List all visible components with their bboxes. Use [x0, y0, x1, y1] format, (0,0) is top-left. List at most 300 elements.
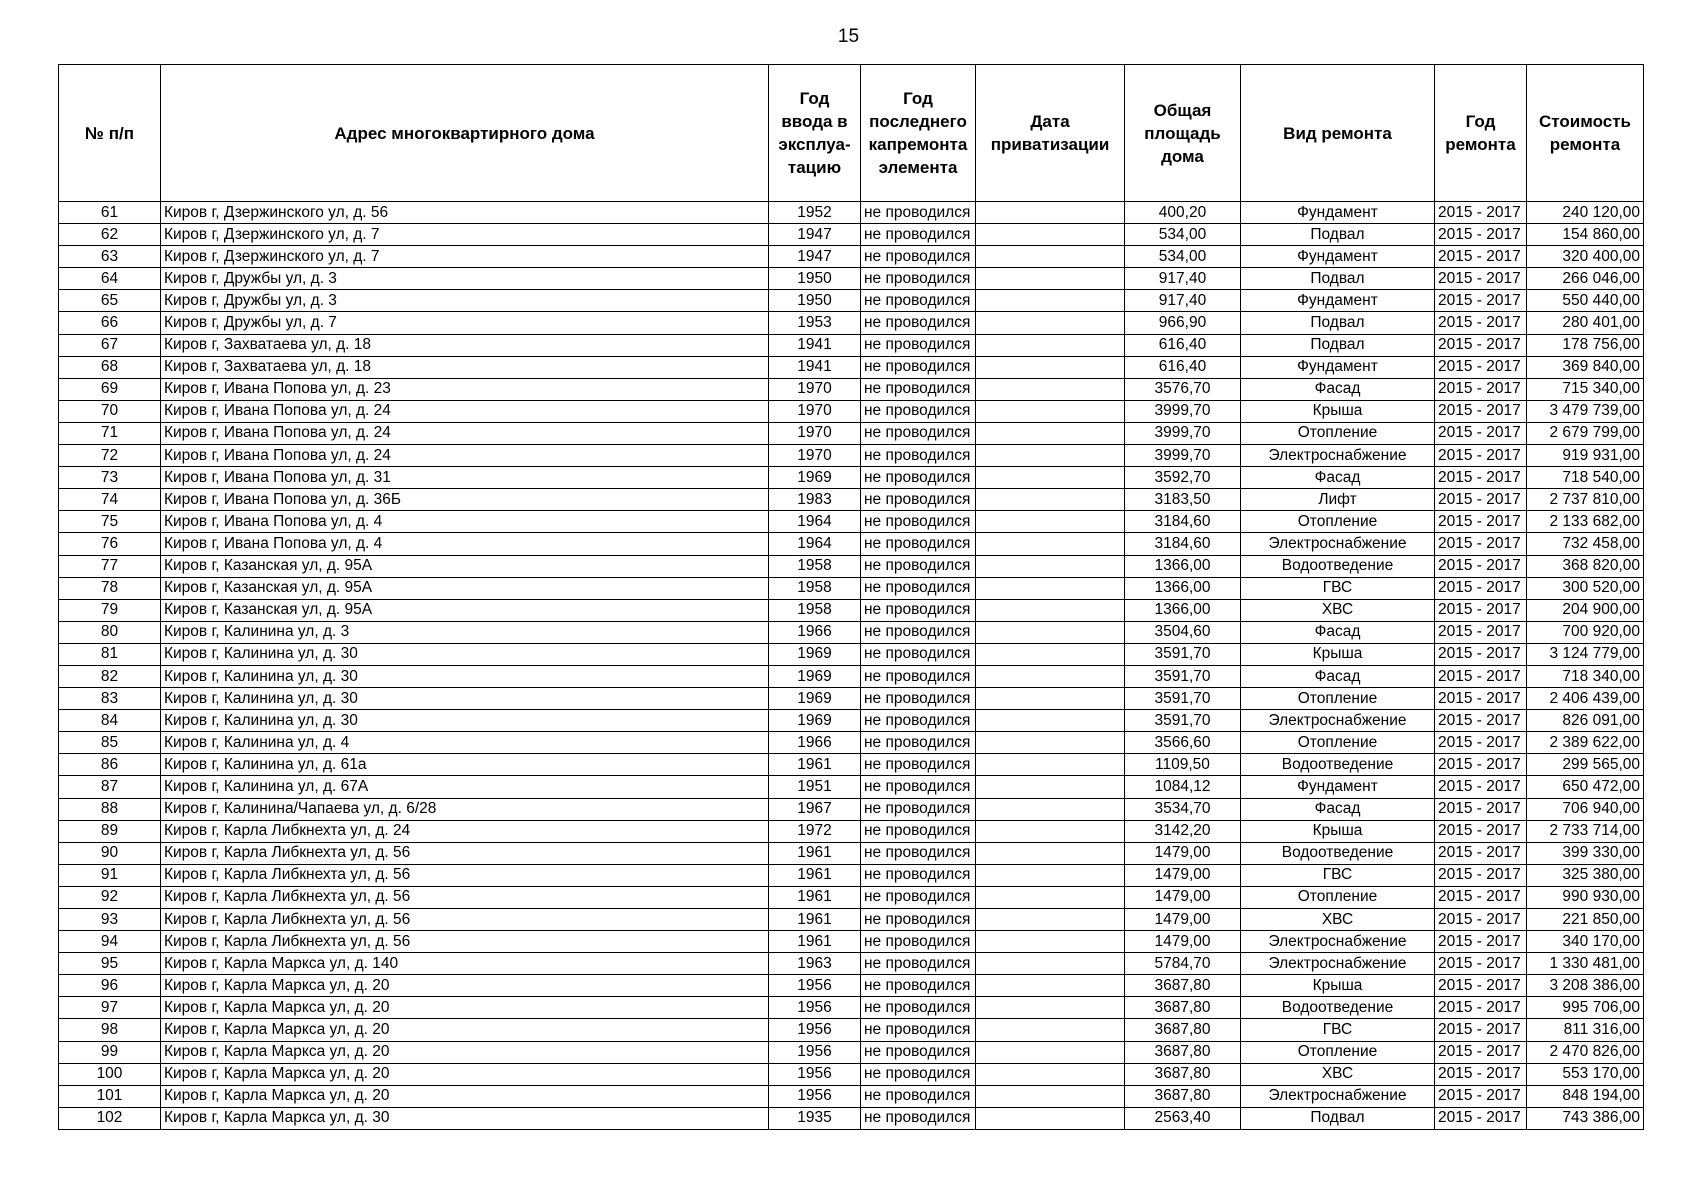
cell-area: 534,00 [1125, 246, 1241, 268]
table-row [59, 1041, 1644, 1063]
cell-repair-type: Водоотведение [1241, 754, 1435, 776]
header-area: Общая площадь дома [1125, 65, 1241, 202]
table-row [59, 864, 1644, 886]
cell-last-repair: не проводился [861, 268, 976, 290]
cell-num: 71 [59, 422, 161, 444]
table-row [59, 975, 1644, 997]
cell-cost: 718 540,00 [1527, 467, 1644, 489]
cell-repair-year: 2015 - 2017 [1435, 997, 1527, 1019]
cell-last-repair: не проводился [861, 312, 976, 334]
cell-last-repair: не проводился [861, 997, 976, 1019]
cell-num: 97 [59, 997, 161, 1019]
cell-repair-year: 2015 - 2017 [1435, 422, 1527, 444]
cell-area: 3999,70 [1125, 445, 1241, 467]
cell-privatization [976, 1019, 1125, 1041]
cell-last-repair: не проводился [861, 798, 976, 820]
table-row [59, 776, 1644, 798]
cell-repair-type: Фасад [1241, 467, 1435, 489]
table-row [59, 909, 1644, 931]
cell-repair-type: Водоотведение [1241, 997, 1435, 1019]
cell-last-repair: не проводился [861, 754, 976, 776]
cell-cost: 178 756,00 [1527, 334, 1644, 356]
cell-area: 3687,80 [1125, 1041, 1241, 1063]
cell-repair-type: Фундамент [1241, 356, 1435, 378]
cell-num: 76 [59, 533, 161, 555]
cell-year-built: 1956 [769, 1085, 861, 1107]
cell-year-built: 1966 [769, 621, 861, 643]
cell-year-built: 1953 [769, 312, 861, 334]
cell-privatization [976, 1041, 1125, 1063]
cell-cost: 3 208 386,00 [1527, 975, 1644, 997]
cell-last-repair: не проводился [861, 1019, 976, 1041]
table-row [59, 665, 1644, 687]
table-row [59, 577, 1644, 599]
cell-repair-year: 2015 - 2017 [1435, 975, 1527, 997]
cell-cost: 919 931,00 [1527, 445, 1644, 467]
cell-privatization [976, 400, 1125, 422]
cell-cost: 299 565,00 [1527, 754, 1644, 776]
cell-repair-year: 2015 - 2017 [1435, 312, 1527, 334]
cell-area: 1366,00 [1125, 599, 1241, 621]
cell-area: 3183,50 [1125, 489, 1241, 511]
table-row [59, 445, 1644, 467]
cell-address: Киров г, Дзержинского ул, д. 7 [161, 246, 769, 268]
table-row [59, 1063, 1644, 1085]
cell-privatization [976, 621, 1125, 643]
cell-num: 65 [59, 290, 161, 312]
cell-address: Киров г, Казанская ул, д. 95А [161, 577, 769, 599]
table-row [59, 886, 1644, 908]
cell-repair-type: Электроснабжение [1241, 953, 1435, 975]
cell-cost: 990 930,00 [1527, 886, 1644, 908]
table-row [59, 710, 1644, 732]
cell-last-repair: не проводился [861, 246, 976, 268]
cell-address: Киров г, Казанская ул, д. 95А [161, 555, 769, 577]
cell-repair-year: 2015 - 2017 [1435, 688, 1527, 710]
table-row [59, 820, 1644, 842]
cell-address: Киров г, Карла Маркса ул, д. 20 [161, 1063, 769, 1085]
cell-address: Киров г, Захватаева ул, д. 18 [161, 356, 769, 378]
cell-repair-year: 2015 - 2017 [1435, 1107, 1527, 1129]
cell-repair-year: 2015 - 2017 [1435, 334, 1527, 356]
cell-area: 3999,70 [1125, 422, 1241, 444]
cell-num: 88 [59, 798, 161, 820]
cell-privatization [976, 334, 1125, 356]
cell-address: Киров г, Дружбы ул, д. 3 [161, 268, 769, 290]
cell-last-repair: не проводился [861, 577, 976, 599]
cell-cost: 811 316,00 [1527, 1019, 1644, 1041]
cell-repair-type: ГВС [1241, 1019, 1435, 1041]
table-row [59, 246, 1644, 268]
cell-repair-year: 2015 - 2017 [1435, 400, 1527, 422]
cell-cost: 369 840,00 [1527, 356, 1644, 378]
cell-repair-year: 2015 - 2017 [1435, 665, 1527, 687]
cell-last-repair: не проводился [861, 820, 976, 842]
cell-year-built: 1961 [769, 909, 861, 931]
table-row [59, 312, 1644, 334]
cell-last-repair: не проводился [861, 931, 976, 953]
cell-area: 3687,80 [1125, 1085, 1241, 1107]
cell-last-repair: не проводился [861, 467, 976, 489]
cell-area: 1366,00 [1125, 555, 1241, 577]
cell-privatization [976, 268, 1125, 290]
cell-repair-type: Отопление [1241, 732, 1435, 754]
cell-cost: 2 406 439,00 [1527, 688, 1644, 710]
cell-address: Киров г, Калинина ул, д. 4 [161, 732, 769, 754]
cell-num: 67 [59, 334, 161, 356]
cell-num: 87 [59, 776, 161, 798]
cell-privatization [976, 555, 1125, 577]
cell-address: Киров г, Калинина ул, д. 3 [161, 621, 769, 643]
cell-last-repair: не проводился [861, 445, 976, 467]
cell-year-built: 1967 [769, 798, 861, 820]
cell-privatization [976, 820, 1125, 842]
header-year-built: Год ввода в эксплуа-тацию [769, 65, 861, 202]
cell-year-built: 1969 [769, 467, 861, 489]
cell-area: 3576,70 [1125, 378, 1241, 400]
cell-cost: 848 194,00 [1527, 1085, 1644, 1107]
cell-num: 72 [59, 445, 161, 467]
cell-area: 1479,00 [1125, 886, 1241, 908]
cell-num: 64 [59, 268, 161, 290]
cell-address: Киров г, Ивана Попова ул, д. 4 [161, 533, 769, 555]
cell-repair-type: ХВС [1241, 1063, 1435, 1085]
cell-area: 3999,70 [1125, 400, 1241, 422]
cell-privatization [976, 224, 1125, 246]
cell-repair-year: 2015 - 2017 [1435, 931, 1527, 953]
cell-cost: 2 389 622,00 [1527, 732, 1644, 754]
cell-area: 3592,70 [1125, 467, 1241, 489]
cell-year-built: 1956 [769, 997, 861, 1019]
cell-last-repair: не проводился [861, 665, 976, 687]
table-row [59, 798, 1644, 820]
cell-address: Киров г, Карла Либкнехта ул, д. 56 [161, 909, 769, 931]
cell-year-built: 1970 [769, 422, 861, 444]
cell-repair-year: 2015 - 2017 [1435, 798, 1527, 820]
cell-year-built: 1961 [769, 842, 861, 864]
cell-repair-year: 2015 - 2017 [1435, 776, 1527, 798]
cell-address: Киров г, Дзержинского ул, д. 56 [161, 202, 769, 224]
table-row [59, 953, 1644, 975]
cell-area: 2563,40 [1125, 1107, 1241, 1129]
cell-repair-year: 2015 - 2017 [1435, 754, 1527, 776]
header-address: Адрес многоквартирного дома [161, 65, 769, 202]
cell-last-repair: не проводился [861, 290, 976, 312]
cell-privatization [976, 665, 1125, 687]
cell-area: 3591,70 [1125, 688, 1241, 710]
cell-address: Киров г, Ивана Попова ул, д. 36Б [161, 489, 769, 511]
cell-year-built: 1969 [769, 665, 861, 687]
table-row [59, 467, 1644, 489]
cell-cost: 732 458,00 [1527, 533, 1644, 555]
cell-address: Киров г, Карла Маркса ул, д. 20 [161, 1019, 769, 1041]
cell-privatization [976, 489, 1125, 511]
cell-repair-type: Отопление [1241, 886, 1435, 908]
cell-area: 3687,80 [1125, 1063, 1241, 1085]
cell-privatization [976, 1107, 1125, 1129]
cell-address: Киров г, Карла Либкнехта ул, д. 24 [161, 820, 769, 842]
cell-num: 90 [59, 842, 161, 864]
cell-repair-type: Электроснабжение [1241, 533, 1435, 555]
cell-repair-year: 2015 - 2017 [1435, 577, 1527, 599]
cell-cost: 368 820,00 [1527, 555, 1644, 577]
cell-num: 61 [59, 202, 161, 224]
cell-area: 917,40 [1125, 290, 1241, 312]
cell-year-built: 1972 [769, 820, 861, 842]
cell-last-repair: не проводился [861, 334, 976, 356]
cell-year-built: 1970 [769, 378, 861, 400]
table-row [59, 422, 1644, 444]
table-row [59, 599, 1644, 621]
cell-repair-year: 2015 - 2017 [1435, 909, 1527, 931]
cell-year-built: 1956 [769, 975, 861, 997]
table-row [59, 268, 1644, 290]
cell-repair-year: 2015 - 2017 [1435, 842, 1527, 864]
cell-repair-year: 2015 - 2017 [1435, 1085, 1527, 1107]
cell-repair-year: 2015 - 2017 [1435, 202, 1527, 224]
cell-address: Киров г, Ивана Попова ул, д. 24 [161, 400, 769, 422]
cell-num: 86 [59, 754, 161, 776]
cell-last-repair: не проводился [861, 599, 976, 621]
cell-cost: 399 330,00 [1527, 842, 1644, 864]
cell-privatization [976, 953, 1125, 975]
cell-repair-type: ХВС [1241, 909, 1435, 931]
cell-repair-type: Отопление [1241, 1041, 1435, 1063]
table-row [59, 533, 1644, 555]
cell-year-built: 1961 [769, 931, 861, 953]
cell-year-built: 1969 [769, 688, 861, 710]
cell-privatization [976, 378, 1125, 400]
cell-year-built: 1956 [769, 1041, 861, 1063]
cell-address: Киров г, Карла Либкнехта ул, д. 56 [161, 931, 769, 953]
cell-privatization [976, 997, 1125, 1019]
cell-year-built: 1941 [769, 334, 861, 356]
cell-year-built: 1964 [769, 511, 861, 533]
cell-area: 3591,70 [1125, 643, 1241, 665]
cell-last-repair: не проводился [861, 1063, 976, 1085]
cell-repair-year: 2015 - 2017 [1435, 886, 1527, 908]
header-row [59, 65, 1644, 202]
cell-year-built: 1952 [769, 202, 861, 224]
table-row [59, 356, 1644, 378]
cell-address: Киров г, Карла Маркса ул, д. 20 [161, 997, 769, 1019]
cell-year-built: 1935 [769, 1107, 861, 1129]
cell-num: 81 [59, 643, 161, 665]
cell-year-built: 1983 [769, 489, 861, 511]
cell-repair-type: Фундамент [1241, 776, 1435, 798]
cell-last-repair: не проводился [861, 643, 976, 665]
cell-area: 3184,60 [1125, 533, 1241, 555]
cell-cost: 718 340,00 [1527, 665, 1644, 687]
cell-cost: 2 133 682,00 [1527, 511, 1644, 533]
cell-area: 5784,70 [1125, 953, 1241, 975]
cell-area: 534,00 [1125, 224, 1241, 246]
table-row [59, 997, 1644, 1019]
table-row [59, 1085, 1644, 1107]
header-num: № п/п [59, 65, 161, 202]
cell-address: Киров г, Калинина ул, д. 30 [161, 710, 769, 732]
cell-last-repair: не проводился [861, 842, 976, 864]
cell-last-repair: не проводился [861, 511, 976, 533]
cell-repair-type: Подвал [1241, 224, 1435, 246]
header-cost: Стоимость ремонта [1527, 65, 1644, 202]
cell-repair-type: ГВС [1241, 577, 1435, 599]
cell-address: Киров г, Ивана Попова ул, д. 24 [161, 445, 769, 467]
table-row [59, 1019, 1644, 1041]
cell-num: 82 [59, 665, 161, 687]
cell-repair-year: 2015 - 2017 [1435, 621, 1527, 643]
cell-address: Киров г, Ивана Попова ул, д. 23 [161, 378, 769, 400]
cell-repair-type: Водоотведение [1241, 555, 1435, 577]
cell-repair-type: Крыша [1241, 400, 1435, 422]
table-row [59, 688, 1644, 710]
cell-area: 1479,00 [1125, 864, 1241, 886]
cell-cost: 280 401,00 [1527, 312, 1644, 334]
table-row [59, 489, 1644, 511]
cell-address: Киров г, Калинина ул, д. 30 [161, 688, 769, 710]
cell-address: Киров г, Ивана Попова ул, д. 24 [161, 422, 769, 444]
cell-area: 1109,50 [1125, 754, 1241, 776]
cell-area: 1479,00 [1125, 909, 1241, 931]
cell-address: Киров г, Калинина ул, д. 30 [161, 665, 769, 687]
cell-cost: 204 900,00 [1527, 599, 1644, 621]
cell-last-repair: не проводился [861, 356, 976, 378]
cell-privatization [976, 577, 1125, 599]
cell-num: 70 [59, 400, 161, 422]
cell-last-repair: не проводился [861, 224, 976, 246]
cell-cost: 826 091,00 [1527, 710, 1644, 732]
cell-address: Киров г, Карла Маркса ул, д. 140 [161, 953, 769, 975]
cell-cost: 995 706,00 [1527, 997, 1644, 1019]
cell-last-repair: не проводился [861, 864, 976, 886]
table-row [59, 511, 1644, 533]
cell-num: 62 [59, 224, 161, 246]
cell-repair-year: 2015 - 2017 [1435, 1041, 1527, 1063]
cell-privatization [976, 886, 1125, 908]
cell-cost: 706 940,00 [1527, 798, 1644, 820]
cell-privatization [976, 422, 1125, 444]
table-header [59, 65, 1644, 202]
cell-repair-type: Фундамент [1241, 202, 1435, 224]
cell-last-repair: не проводился [861, 202, 976, 224]
cell-year-built: 1963 [769, 953, 861, 975]
cell-privatization [976, 732, 1125, 754]
cell-area: 3687,80 [1125, 1019, 1241, 1041]
cell-area: 3687,80 [1125, 975, 1241, 997]
cell-repair-year: 2015 - 2017 [1435, 599, 1527, 621]
cell-repair-year: 2015 - 2017 [1435, 378, 1527, 400]
cell-num: 85 [59, 732, 161, 754]
page-number: 15 [837, 26, 860, 47]
cell-address: Киров г, Дружбы ул, д. 7 [161, 312, 769, 334]
cell-address: Киров г, Карла Маркса ул, д. 20 [161, 975, 769, 997]
cell-privatization [976, 467, 1125, 489]
cell-repair-year: 2015 - 2017 [1435, 511, 1527, 533]
cell-repair-year: 2015 - 2017 [1435, 445, 1527, 467]
cell-last-repair: не проводился [861, 621, 976, 643]
cell-cost: 1 330 481,00 [1527, 953, 1644, 975]
cell-repair-type: Фасад [1241, 378, 1435, 400]
cell-year-built: 1958 [769, 577, 861, 599]
cell-num: 75 [59, 511, 161, 533]
cell-cost: 3 124 779,00 [1527, 643, 1644, 665]
cell-year-built: 1966 [769, 732, 861, 754]
cell-area: 1366,00 [1125, 577, 1241, 599]
cell-privatization [976, 754, 1125, 776]
cell-num: 98 [59, 1019, 161, 1041]
cell-area: 616,40 [1125, 356, 1241, 378]
table-row [59, 555, 1644, 577]
cell-privatization [976, 445, 1125, 467]
cell-last-repair: не проводился [861, 886, 976, 908]
cell-repair-type: Электроснабжение [1241, 1085, 1435, 1107]
cell-repair-type: Электроснабжение [1241, 445, 1435, 467]
cell-repair-type: Фундамент [1241, 290, 1435, 312]
cell-privatization [976, 931, 1125, 953]
cell-cost: 650 472,00 [1527, 776, 1644, 798]
cell-year-built: 1958 [769, 555, 861, 577]
cell-repair-year: 2015 - 2017 [1435, 224, 1527, 246]
cell-year-built: 1956 [769, 1063, 861, 1085]
cell-last-repair: не проводился [861, 533, 976, 555]
cell-repair-year: 2015 - 2017 [1435, 820, 1527, 842]
cell-last-repair: не проводился [861, 422, 976, 444]
cell-privatization [976, 599, 1125, 621]
cell-cost: 715 340,00 [1527, 378, 1644, 400]
cell-num: 94 [59, 931, 161, 953]
cell-year-built: 1964 [769, 533, 861, 555]
cell-year-built: 1969 [769, 710, 861, 732]
cell-area: 1084,12 [1125, 776, 1241, 798]
table-row [59, 400, 1644, 422]
cell-area: 3591,70 [1125, 710, 1241, 732]
cell-cost: 2 733 714,00 [1527, 820, 1644, 842]
cell-area: 1479,00 [1125, 842, 1241, 864]
cell-repair-year: 2015 - 2017 [1435, 467, 1527, 489]
cell-privatization [976, 511, 1125, 533]
cell-num: 79 [59, 599, 161, 621]
cell-cost: 154 860,00 [1527, 224, 1644, 246]
cell-cost: 240 120,00 [1527, 202, 1644, 224]
cell-area: 917,40 [1125, 268, 1241, 290]
cell-repair-year: 2015 - 2017 [1435, 356, 1527, 378]
cell-last-repair: не проводился [861, 909, 976, 931]
cell-privatization [976, 202, 1125, 224]
cell-address: Киров г, Захватаева ул, д. 18 [161, 334, 769, 356]
cell-year-built: 1947 [769, 224, 861, 246]
cell-repair-type: Подвал [1241, 268, 1435, 290]
cell-repair-type: Электроснабжение [1241, 931, 1435, 953]
cell-repair-type: Отопление [1241, 422, 1435, 444]
cell-num: 77 [59, 555, 161, 577]
cell-privatization [976, 842, 1125, 864]
header-privatization: Дата приватизации [976, 65, 1125, 202]
cell-last-repair: не проводился [861, 975, 976, 997]
cell-privatization [976, 975, 1125, 997]
cell-cost: 700 920,00 [1527, 621, 1644, 643]
cell-repair-year: 2015 - 2017 [1435, 864, 1527, 886]
table-row [59, 931, 1644, 953]
cell-area: 3142,20 [1125, 820, 1241, 842]
table-row [59, 643, 1644, 665]
cell-repair-type: Отопление [1241, 688, 1435, 710]
cell-num: 99 [59, 1041, 161, 1063]
cell-privatization [976, 312, 1125, 334]
cell-cost: 550 440,00 [1527, 290, 1644, 312]
cell-repair-type: Подвал [1241, 1107, 1435, 1129]
cell-num: 93 [59, 909, 161, 931]
cell-year-built: 1947 [769, 246, 861, 268]
